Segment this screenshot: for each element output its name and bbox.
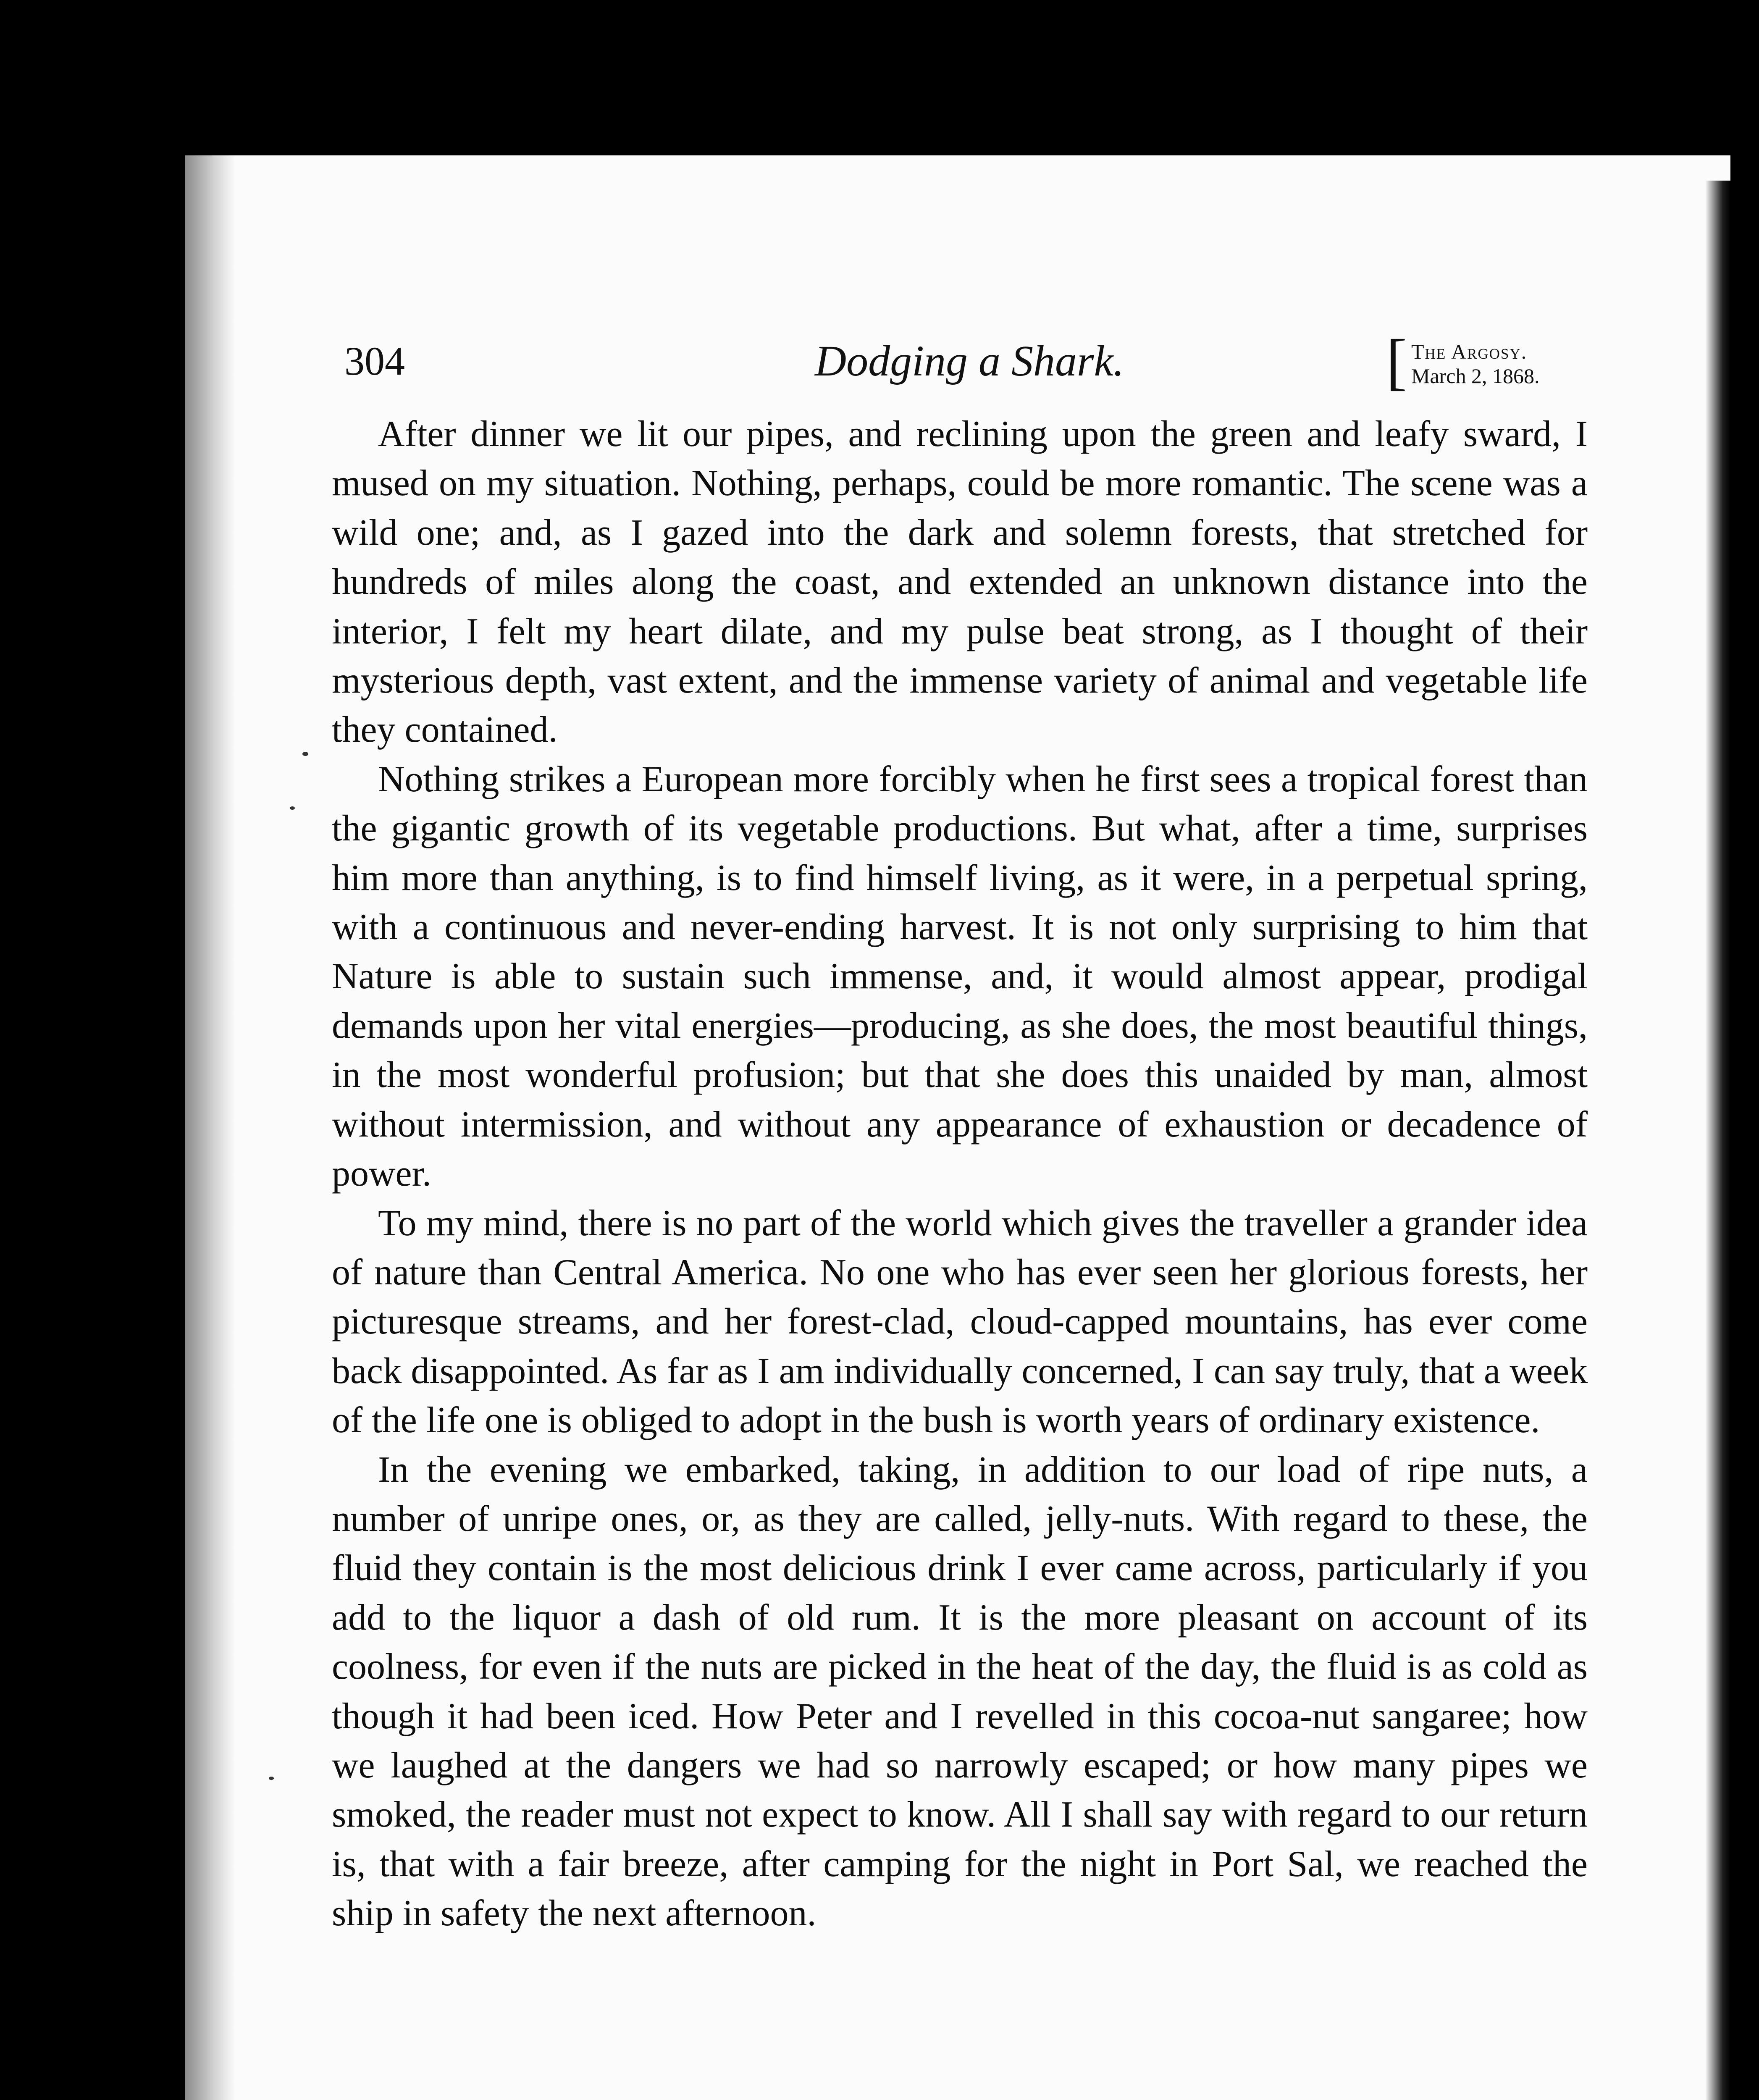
article-body [332, 410, 1588, 1938]
publication-title: The Argosy. [1411, 340, 1528, 363]
publication-bracket: [ [1386, 327, 1407, 396]
paragraph: In the evening we embarked, taking, in addition to our load of ripe nuts, a number of unripe ones, or, as they are called, jelly-nuts. With regard to these, the fluid they contain is the most delicious drink I ever came across, particularly if you add to the liquor a dash of old rum. It is the more pleasant on account of its coolness, for even if the nuts are picked in the heat of the day, the fluid is as cold as though it had been iced. How Peter and I revelled in this cocoa-nut sangaree; how we laughed at the dangers we had so narrowly escaped; or how many pipes we smoked, the reader must not expect to know. All I shall say with regard to our return is, that with a fair breeze, after camping for the night in Port Sal, we reached the ship in safety the next afternoon. [332, 1449, 1588, 1934]
paragraph: Nothing strikes a European more forcibly when he first sees a tropical forest than the gigantic growth of its vegetable productions. But what, after a time, surprises him more than anything, is to find himself living, as it were, in a perpetual spring, with a continuous and never-ending harvest. It is not only surprising to him that Nature is able to sustain such immense, and, it would almost appear, prodigal demands upon her vital energies—producing, as she does, the most beautiful things, in the most wonderful profusion; but that she does this unaided by man, almost without intermission, and without any appearance of exhaustion or decadence of power. [332, 759, 1588, 1194]
page-number: 304 [344, 339, 405, 383]
paragraph: After dinner we lit our pipes, and reclining upon the green and leafy sward, I mused on my situation. Nothing, perhaps, could be more romantic. The scene was a wild one; and, as I gazed into the dark and solemn forests, that stretched for hundreds of miles along the coast, and extended an unknown distance into the interior, I felt my heart dilate, and my pulse beat strong, as I thought of their mysterious depth, vast extent, and the immense variety of animal and vegetable life they contained. [332, 414, 1588, 751]
scan-speck [269, 1777, 274, 1780]
page-header [344, 327, 1604, 399]
scan-speck [302, 752, 308, 756]
scan-speck [290, 806, 295, 810]
page-edge-shadow [1705, 181, 1730, 2100]
publication-info [1411, 339, 1540, 388]
publication-date: March 2, 1868. [1411, 364, 1540, 388]
binding-shadow [185, 155, 235, 2100]
running-title: Dodging a Shark. [815, 337, 1124, 385]
paragraph: To my mind, there is no part of the world which gives the traveller a grander idea of nature than Central America. No one who has ever seen her glorious forests, her picturesque streams, and her forest-clad, cloud-capped mountains, has ever come back disappointed. As far as I am individually concerned, I can say truly, that a week of the life one is obliged to adopt in the bush is worth years of ordinary existence. [332, 1202, 1588, 1441]
